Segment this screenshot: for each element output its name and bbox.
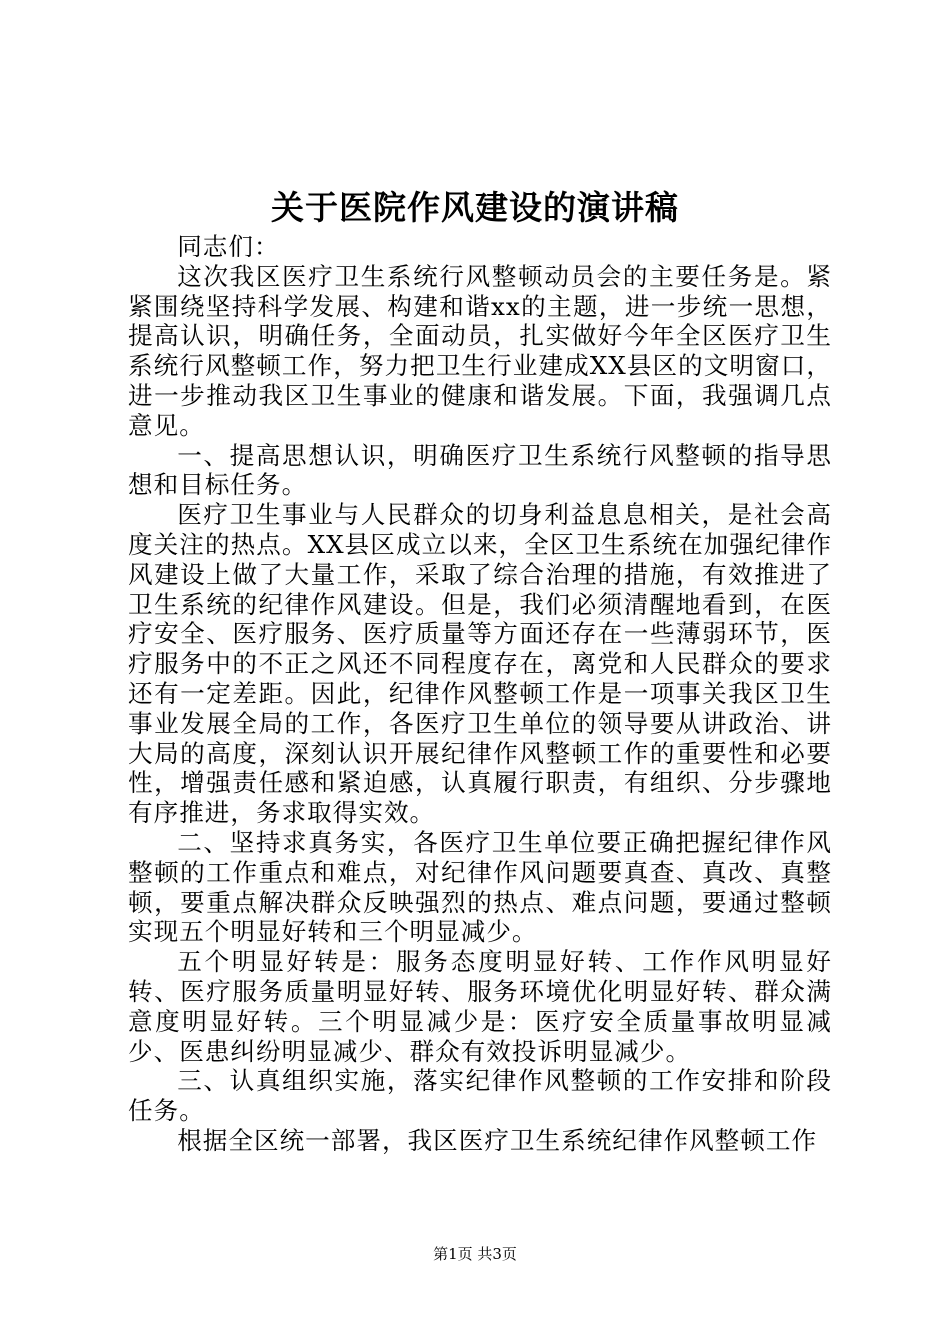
- document-title: 关于医院作风建设的演讲稿: [271, 188, 679, 227]
- paragraph-section-1: 医疗卫生事业与人民群众的切身利益息息相关，是社会高度关注的热点。XX县区成立以来，全区卫生系统在加强纪律作风建设上做了大量工作，采取了综合治理的措施，有效推进了卫生系统的纪律作风建设。但是，我们必须清醒地看到，在医疗安全、医疗服务、医疗质量等方面还存在一些薄弱环节，医疗服务中的不正之风还不同程度存在，离党和人民群众的要求还有一定差距。因此，纪律作风整顿工作是一项事关我区卫生事业发展全局的工作，各医疗卫生单位的领导要从讲政治、讲大局的高度，深刻认识开展纪律作风整顿工作的重要性和必要性，增强责任感和紧迫感，认真履行职责，有组织、分步骤地有序推进，务求取得实效。: [128, 500, 832, 828]
- page-number-footer: 第1页 共3页: [433, 1245, 517, 1263]
- paragraph-section-3: 根据全区统一部署，我区医疗卫生系统纪律作风整顿工作: [177, 1125, 818, 1155]
- paragraph-section-2: 五个明显好转是：服务态度明显好转、工作作风明显好转、医疗服务质量明显好转、服务环境优化明显好转、群众满意度明显好转。三个明显减少是：医疗安全质量事故明显减少、医患纠纷明显减少、群众有效投诉明显减少。: [128, 947, 832, 1066]
- paragraph-intro: 这次我区医疗卫生系统行风整顿动员会的主要任务是。紧紧围绕坚持科学发展、构建和谐xx的主题，进一步统一思想，提高认识，明确任务，全面动员，扎实做好今年全区医疗卫生系统行风整顿工作，努力把卫生行业建成XX县区的文明窗口，进一步推动我区卫生事业的健康和谐发展。下面，我强调几点意见。: [128, 261, 832, 440]
- document-body: [128, 232, 832, 1156]
- paragraph-heading-1: 一、提高思想认识，明确医疗卫生系统行风整顿的指导思想和目标任务。: [128, 440, 832, 500]
- paragraph-heading-3: 三、认真组织实施，落实纪律作风整顿的工作安排和阶段任务。: [128, 1066, 832, 1126]
- paragraph-heading-2: 二、坚持求真务实，各医疗卫生单位要正确把握纪律作风整顿的工作重点和难点，对纪律作风问题要真查、真改、真整顿，要重点解决群众反映强烈的热点、难点问题，要通过整顿实现五个明显好转和三个明显减少。: [128, 827, 832, 947]
- paragraph-greeting: 同志们：: [177, 232, 280, 261]
